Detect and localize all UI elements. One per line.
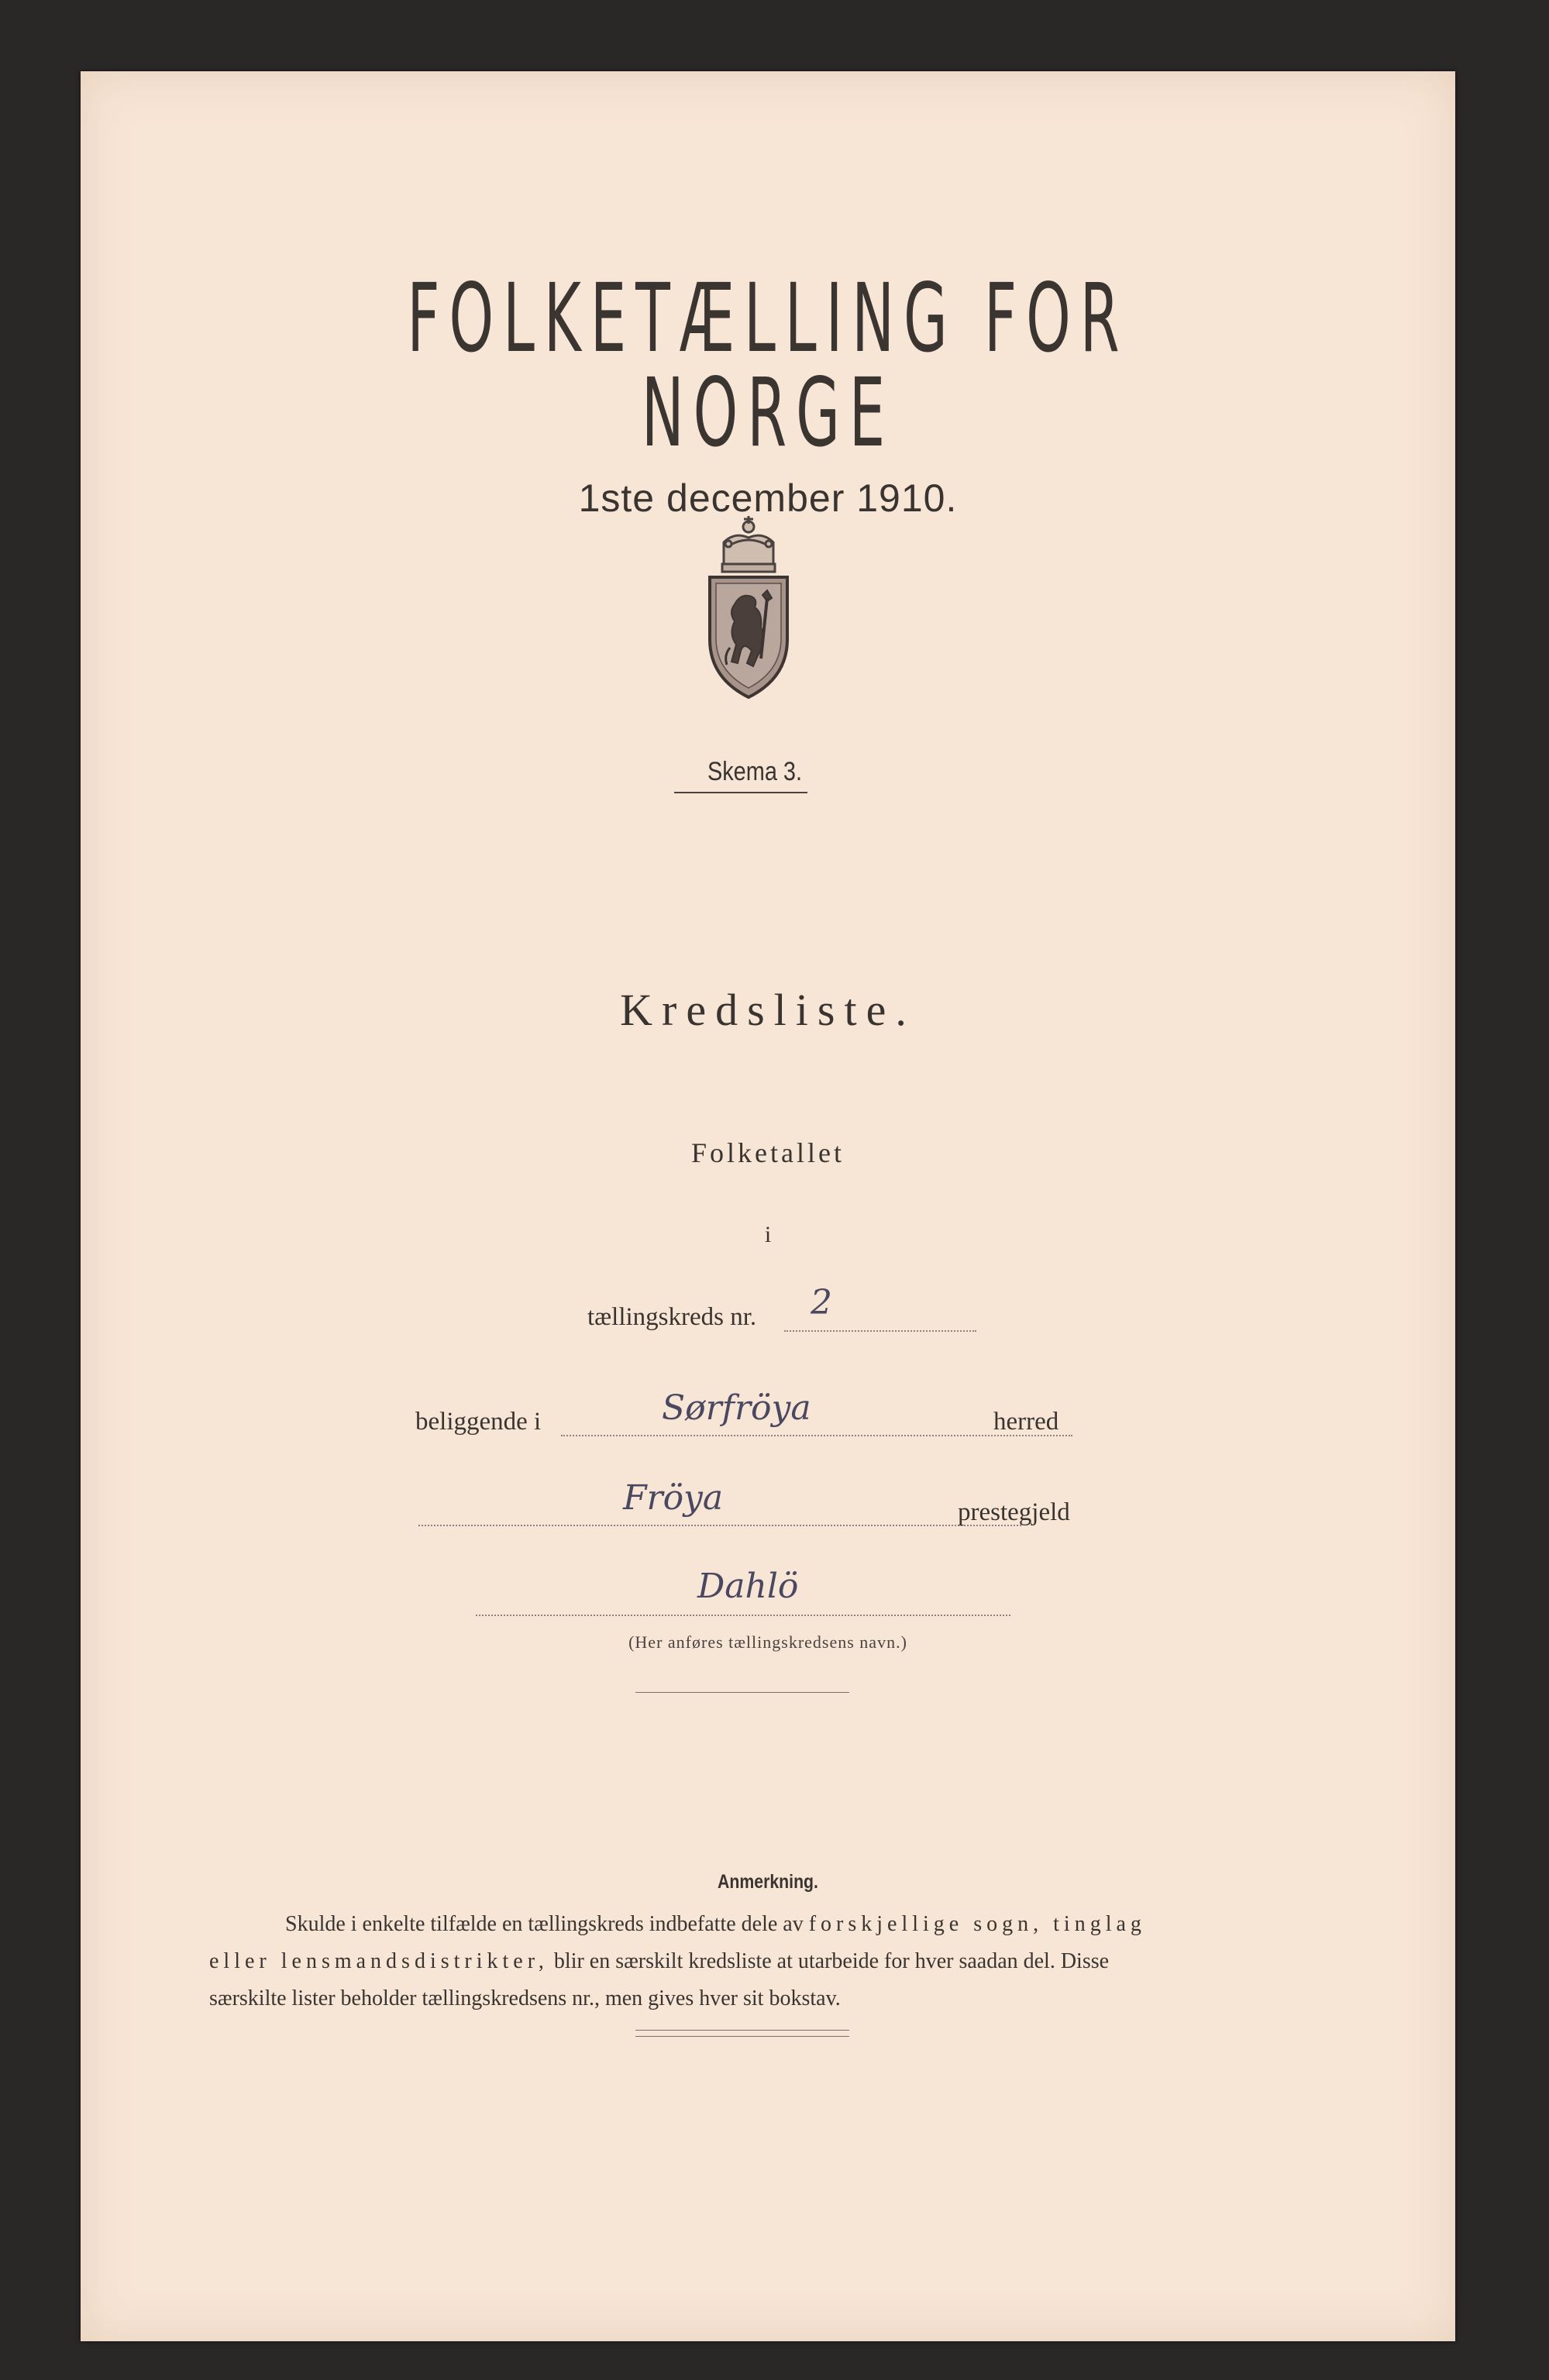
district-name-value: Dahlö xyxy=(697,1567,799,1606)
location-label: beliggende i xyxy=(415,1408,542,1436)
divider-lower-2 xyxy=(635,2036,849,2037)
form-heading: Kredsliste. xyxy=(620,985,916,1035)
census-date: 1ste december 1910. xyxy=(578,476,958,520)
parish-value: Fröya xyxy=(623,1478,724,1518)
subheading-i: i xyxy=(764,1222,772,1247)
divider-lower-1 xyxy=(635,2030,849,2031)
remark-line-2-a: eller lensmandsdistrikter, xyxy=(209,1949,549,1973)
district-name-line xyxy=(476,1615,1010,1616)
schema-underline xyxy=(674,792,807,793)
remark-line-2-b: blir en særskilt kredsliste at utarbeide for hver saadan del. Disse xyxy=(553,1949,1110,1973)
district-number-label: tællingskreds nr. xyxy=(587,1303,757,1331)
coat-of-arms-icon xyxy=(687,504,811,705)
document-title: FOLKETÆLLING FOR NORGE xyxy=(407,263,1129,468)
remark-line-3: særskilte lister beholder tællingskredsens nr., men gives hver sit bokstav. xyxy=(209,1986,841,2010)
location-value: Sørfröya xyxy=(662,1388,811,1428)
subheading-folketallet: Folketallet xyxy=(691,1137,845,1168)
parish-label: prestegjeld xyxy=(958,1498,1070,1526)
remark-line-1-a: Skulde i enkelte tilfælde en tællingskreds indbefatte dele av xyxy=(285,1912,804,1936)
district-number-line xyxy=(784,1330,976,1332)
remark-text xyxy=(209,1906,1356,2017)
schema-number: Skema 3. xyxy=(707,757,803,786)
remark-title: Anmerkning. xyxy=(718,1871,818,1893)
census-form-page xyxy=(81,71,1455,2341)
remark-line-1-b: forskjellige sogn, tinglag xyxy=(808,1912,1146,1936)
remark-line-2 xyxy=(209,1943,1356,1980)
parish-line xyxy=(418,1525,1021,1526)
herred-label: herred xyxy=(993,1408,1059,1436)
divider-upper xyxy=(635,1692,849,1693)
district-number-value: 2 xyxy=(811,1283,832,1322)
remark-line-1 xyxy=(209,1906,1356,1943)
district-name-caption: (Her anføres tællingskredsens navn.) xyxy=(628,1632,907,1652)
